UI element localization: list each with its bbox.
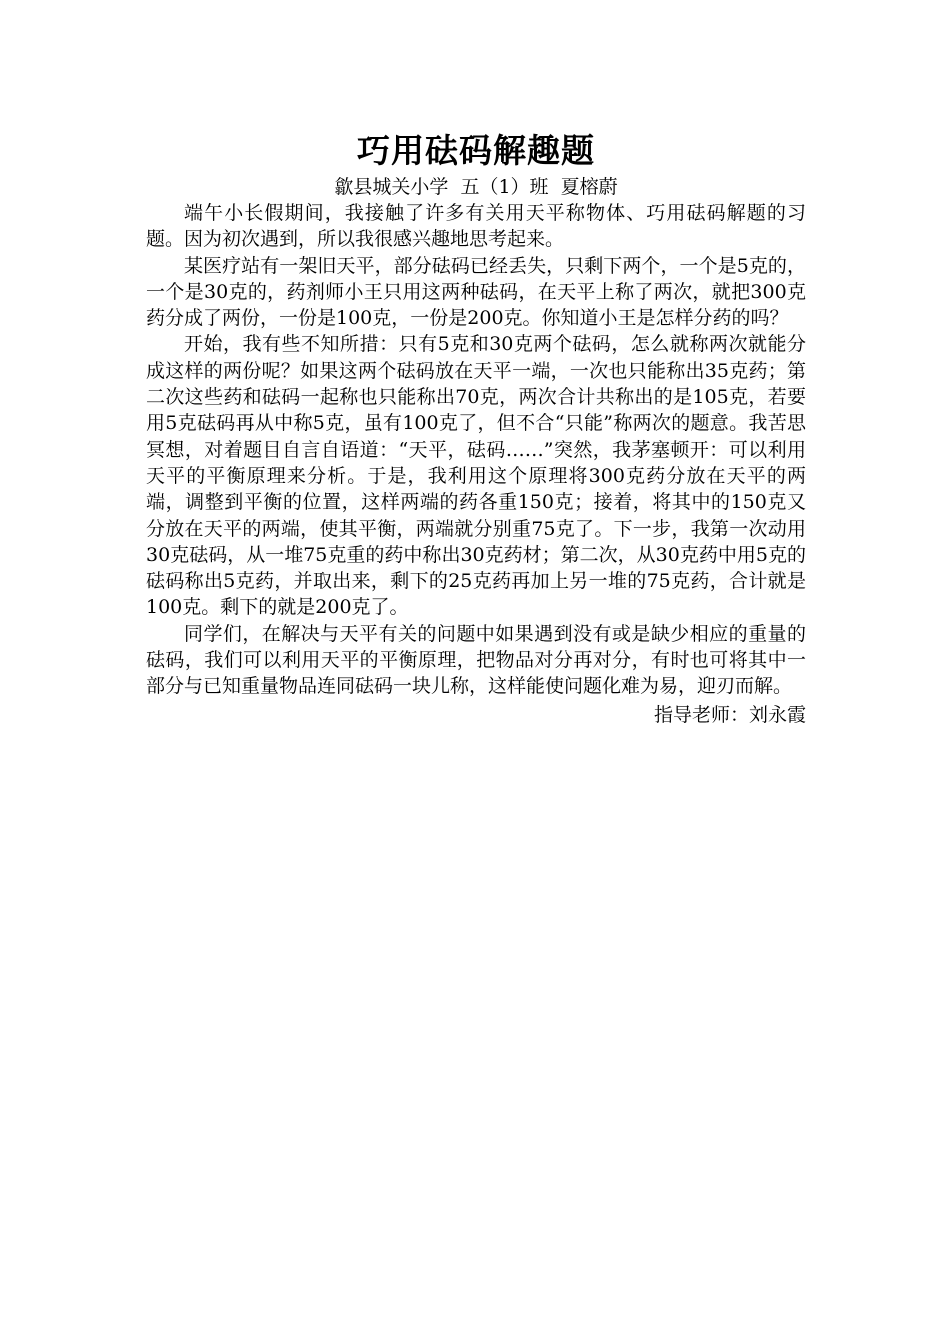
paragraph-problem: 某医疗站有一架旧天平，部分砝码已经丢失，只剩下两个，一个是5克的，一个是30克的，药剂师小王只用这两种砝码，在天平上称了两次，就把300克药分成了两份，一份是100克，一份是200克。你知道小王是怎样分药的吗？	[146, 254, 806, 330]
author-byline: 歙县城关小学 五（1）班 夏榕蔚	[334, 176, 618, 198]
document-body	[146, 128, 806, 728]
paragraph-conclusion: 同学们，在解决与天平有关的问题中如果遇到没有或是缺少相应的重量的砝码，我们可以利用天平的平衡原理，把物品对分再对分，有时也可将其中一部分与已知重量物品连同砝码一块儿称，这样能使问题化难为易，迎刃而解。	[146, 622, 806, 698]
paragraph-intro: 端午小长假期间，我接触了许多有关用天平称物体、巧用砝码解题的习题。因为初次遇到，所以我很感兴趣地思考起来。	[146, 202, 806, 251]
document-title: 巧用砝码解趣题	[357, 131, 595, 170]
paragraph-solution: 开始，我有些不知所措：只有5克和30克两个砝码，怎么就称两次就能分成这样的两份呢？如果这两个砝码放在天平一端，一次也只能称出35克药；第二次这些药和砝码一起称也只能称出70克，两次合计共称出的是105克，若要用5克砝码再从中称5克，虽有100克了，但不合“只能”称两次的题意。我苦思冥想，对着题目自言自语道：“天平，砝码……”突然，我茅塞顿开：可以利用天平的平衡原理来分析。于是，我利用这个原理将300克药分放在天平的两端，调整到平衡的位置，这样两端的药各重150克；接着，将其中的150克又分放在天平的两端，使其平衡，两端就分别重75克了。下一步，我第一次动用30克砝码，从一堆75克重的药中称出30克药材；第二次，从30克药中用5克的砝码称出5克药，并取出来，剩下的25克药再加上另一堆的75克药，合计就是100克。剩下的就是200克了。	[146, 333, 806, 619]
teacher-signature: 指导老师：刘永霞	[653, 703, 806, 726]
